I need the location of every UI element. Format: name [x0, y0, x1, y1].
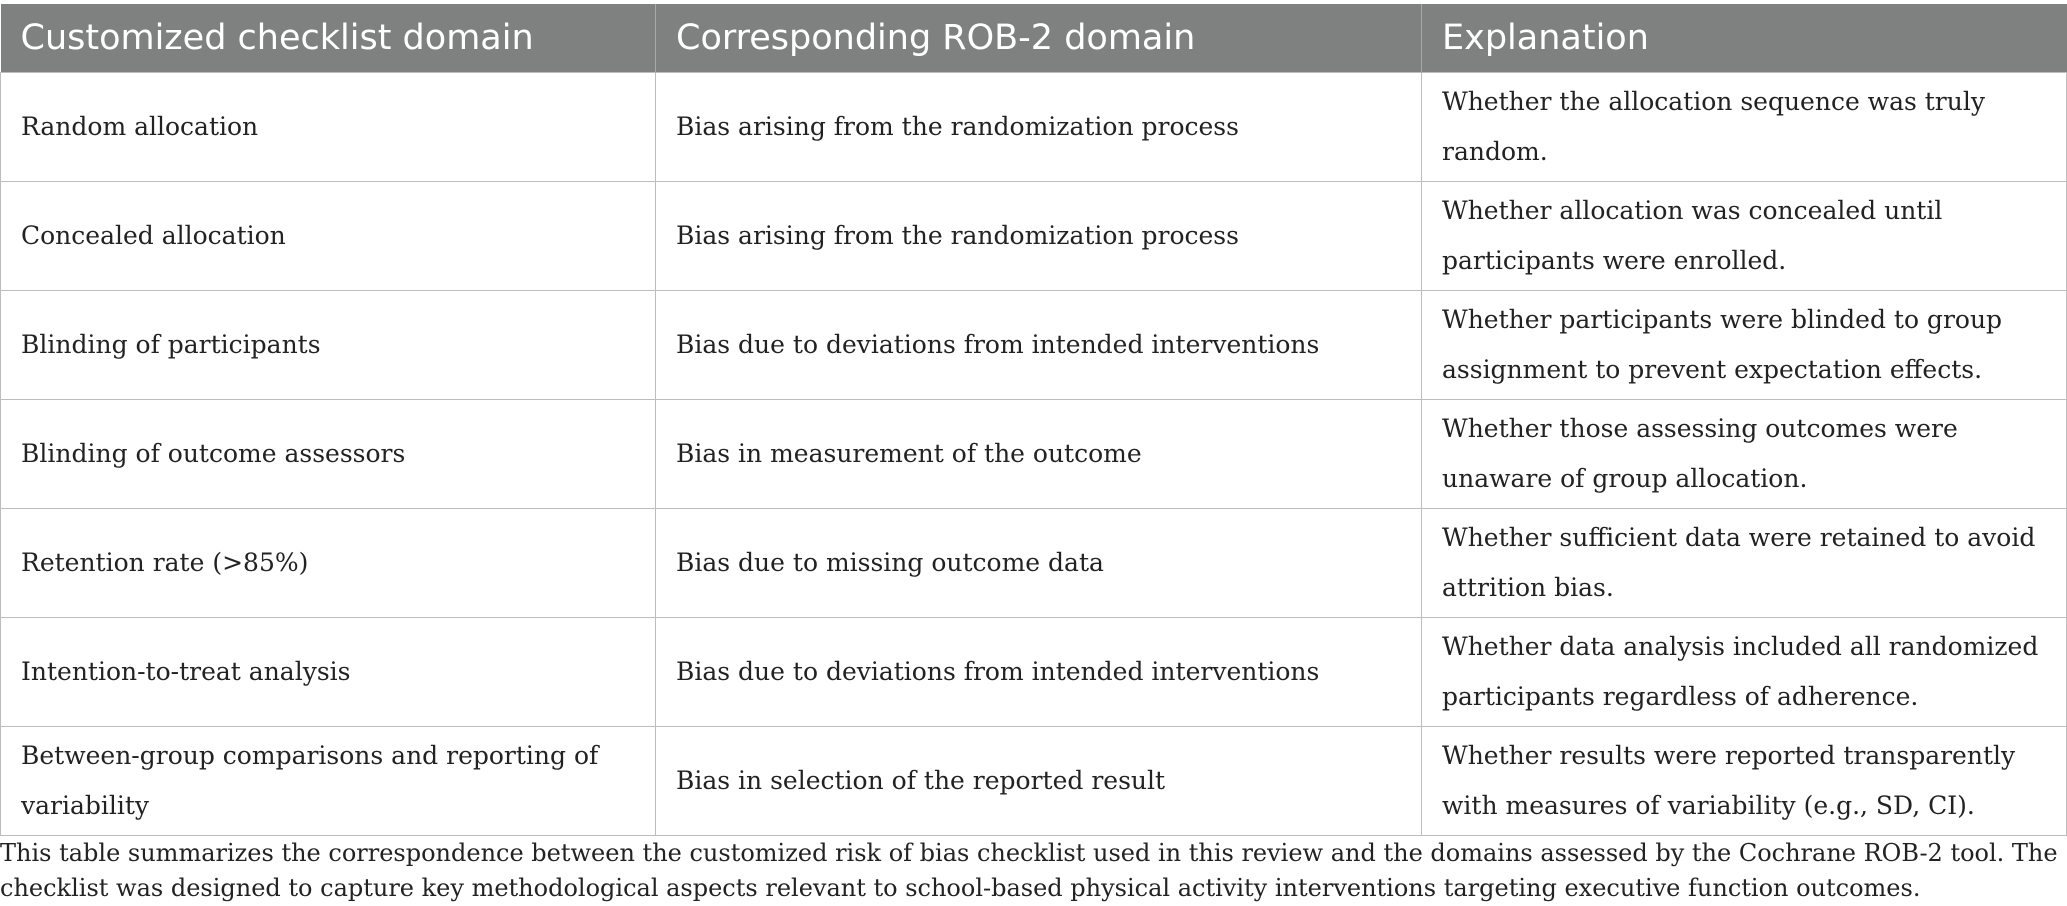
table-cell-explanation: Whether results were reported transparently with measures of variability (e.g., SD, CI). — [1422, 727, 2067, 836]
table-cell-rob2: Bias arising from the randomization process — [656, 182, 1422, 291]
table-cell-domain: Concealed allocation — [1, 182, 656, 291]
table-row — [1, 727, 2067, 836]
table-cell-rob2: Bias in measurement of the outcome — [656, 400, 1422, 509]
header-explanation: Explanation — [1422, 4, 2067, 73]
table-cell-explanation: Whether those assessing outcomes were unaware of group allocation. — [1422, 400, 2067, 509]
table-row — [1, 73, 2067, 182]
header-customized-checklist-domain: Customized checklist domain — [1, 4, 656, 73]
table-cell-rob2: Bias arising from the randomization process — [656, 73, 1422, 182]
table-cell-explanation: Whether participants were blinded to group assignment to prevent expectation effects. — [1422, 291, 2067, 400]
table-cell-explanation: Whether data analysis included all randomized participants regardless of adherence. — [1422, 618, 2067, 727]
table-row — [1, 291, 2067, 400]
table-cell-domain: Intention-to-treat analysis — [1, 618, 656, 727]
table-footnote: This table summarizes the correspondence between the customized risk of bias checklist used in this review and the domains assessed by the Cochrane ROB-2 tool. The checklist was designed to capture key methodological aspects relevant to school-based physical activity interventions targeting executive function outcomes. — [0, 839, 2058, 902]
table-cell-rob2: Bias due to deviations from intended interventions — [656, 618, 1422, 727]
table-cell-domain: Blinding of participants — [1, 291, 656, 400]
table-cell-domain: Retention rate (>85%) — [1, 509, 656, 618]
table-row — [1, 618, 2067, 727]
table-cell-explanation: Whether sufficient data were retained to avoid attrition bias. — [1422, 509, 2067, 618]
table-cell-rob2: Bias due to deviations from intended interventions — [656, 291, 1422, 400]
table-cell-domain: Random allocation — [1, 73, 656, 182]
table-row — [1, 400, 2067, 509]
table-header-row — [1, 4, 2067, 73]
table-cell-rob2: Bias in selection of the reported result — [656, 727, 1422, 836]
header-corresponding-rob2-domain: Corresponding ROB-2 domain — [656, 4, 1422, 73]
checklist-table-container — [0, 4, 2067, 836]
table-cell-domain: Between-group comparisons and reporting of variability — [1, 727, 656, 836]
table-cell-explanation: Whether allocation was concealed until participants were enrolled. — [1422, 182, 2067, 291]
table-row — [1, 182, 2067, 291]
checklist-table — [0, 4, 2067, 836]
table-cell-explanation: Whether the allocation sequence was truly random. — [1422, 73, 2067, 182]
table-row — [1, 509, 2067, 618]
table-cell-rob2: Bias due to missing outcome data — [656, 509, 1422, 618]
table-cell-domain: Blinding of outcome assessors — [1, 400, 656, 509]
